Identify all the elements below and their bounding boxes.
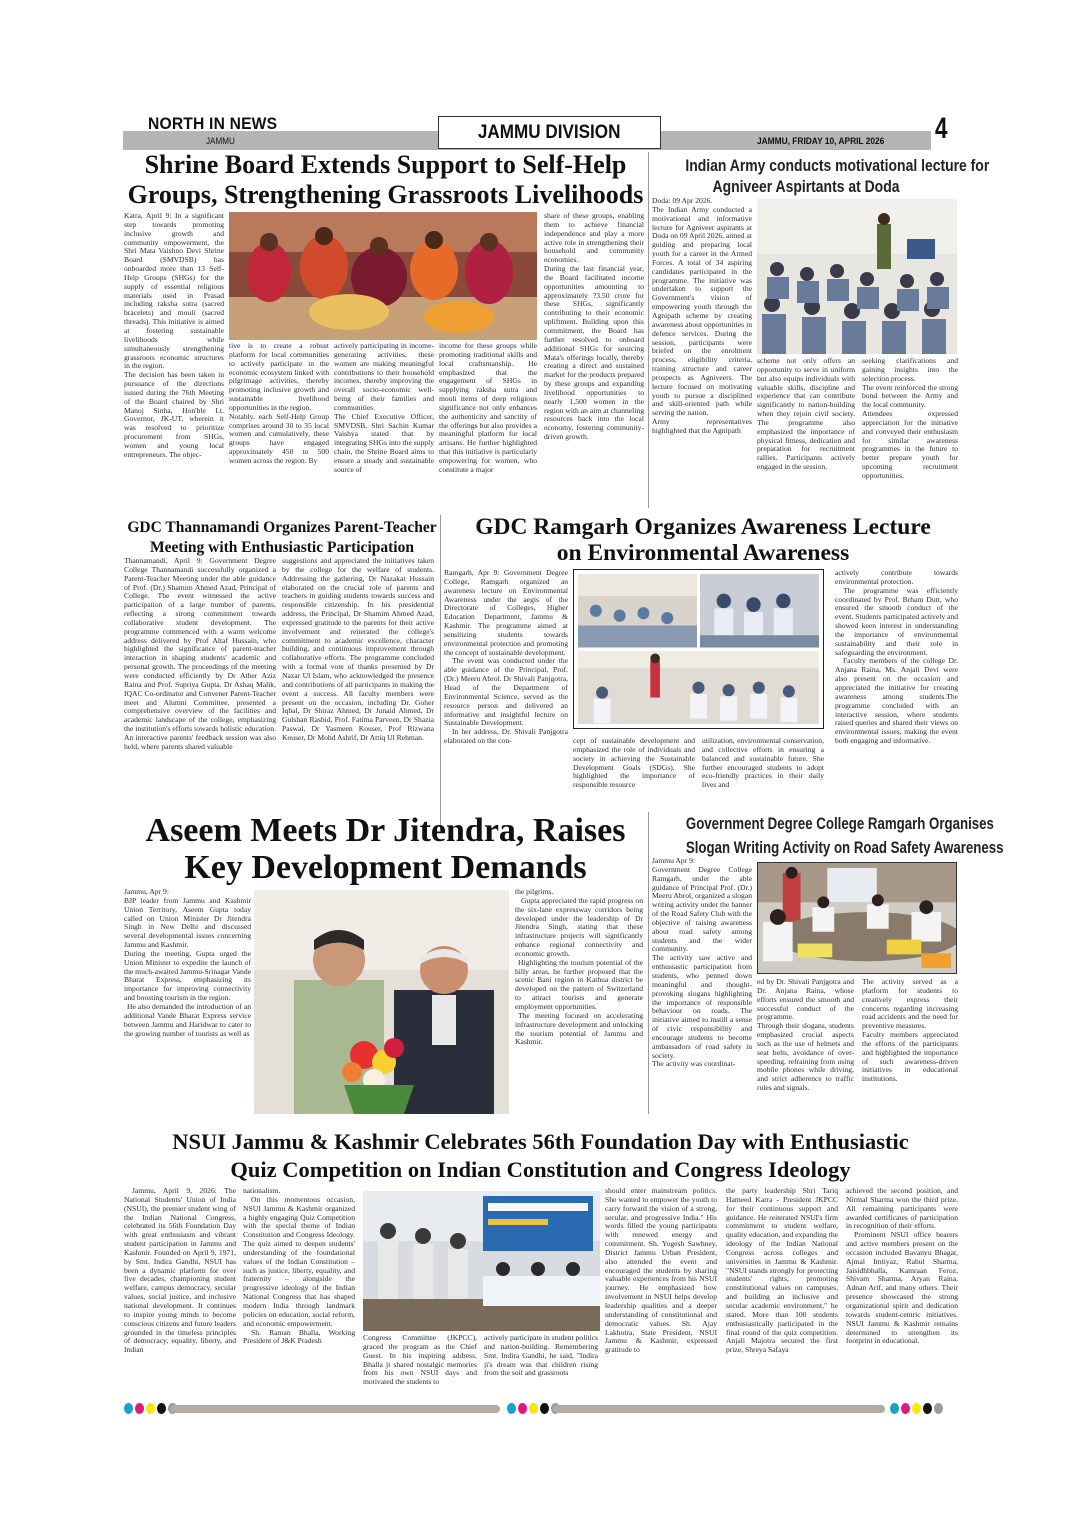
shrine-photo-shg-women xyxy=(229,212,537,340)
nsui-headline-line-2: Quiz Competition on Indian Constitution and Congress Ideology xyxy=(230,1157,851,1182)
ramgarh-env-photo-collage xyxy=(573,569,824,729)
paragraph: Thannamandi, April 9: Government Degree College Thannamandi successfully organized a Parent-Teacher Meeting under the able guidance of Prof. (Dr.) Shamim Ahmed Azad, Principal of College. The event witnessed the active participation of a large number of parents, reflecting a strong commitment towards collaborative student development. The programme commenced with a warm welcome address delivered by Prof Altaf Hussain, who highlighted the significance of parent-teacher interaction in shaping students' academic and personal growth. The proceedings of the meeting were conducted efficiently by Dr Ather Aziz Raina and Prof. Supriya Gupta. Dr Ashaq Malik, IQAC Co-ordinator and Convener Parent-Teacher meet and Alumni Committee, presented a comprehensive overview of the facilities and academic landscape of the college, emphasizing the institution's efforts towards holistic education. An interactive parents' feedback session was also held, where parents shared valuable xyxy=(124,557,276,751)
gray-dot xyxy=(934,1403,943,1414)
paragraph: Jammu Apr 9: xyxy=(652,857,696,865)
paragraph: BJP leader from Jammu and Kashmir Union Territory, Aseem Gupta today called on Union Minister Dr Jitendra Singh in New Delhi and discussed several developmental issues concerning Jammu and Kashmir. xyxy=(124,895,251,950)
column-divider xyxy=(648,152,649,508)
paragraph: utilization, environmental conservation, and collective efforts in ensuring a balanced and sustainable future. She further encouraged students to adopt eco-friendly practices in their daily lives and xyxy=(702,737,824,790)
ramgarh-env-photo-classroom xyxy=(578,651,819,725)
nsui-headline xyxy=(123,1128,958,1184)
army-col-3 xyxy=(862,357,958,507)
army-headline xyxy=(652,155,990,197)
paragraph: Faculty members appreciated the efforts of the participants and highlighted the importance of such awareness-driven initiatives in educational institutions. xyxy=(862,1030,958,1084)
slogan-photo-activity xyxy=(757,862,957,974)
slogan-headline-line-1: Government Degree College Ramgarh Organises xyxy=(685,814,994,833)
aseem-col-2 xyxy=(515,888,643,1114)
paragraph: The event reinforced the strong bond between the Army and the local community. xyxy=(862,382,958,410)
black-dot xyxy=(540,1403,549,1414)
black-dot xyxy=(157,1403,166,1414)
column-divider xyxy=(648,812,649,1114)
aseem-col-1 xyxy=(124,888,251,1114)
paragraph: the party leadership Shri Tariq Hameed Karra - President JKPCC for their continuous support and guidance. He reiterated NSUI's firm commitment to student welfare, quality education, and expanding the ideology of the Indian National Congress across colleges and universities in Jammu & Kashmir. "NSUI stands strongly for protecting students' rights, promoting constitutional values on campuses, and building an inclusive and secular academic environment," he stated. More than 100 students enthusiastically participated in the final round of the quiz competition. Anjali Majotra secured the first prize, Shreya Safaya xyxy=(726,1187,838,1355)
ramgarh-env-col-4 xyxy=(835,569,958,831)
paragraph: The activity was coordinat- xyxy=(652,1059,736,1069)
paragraph: the pilgrims. xyxy=(515,888,554,896)
paragraph: He also demanded the introduction of an additional Vande Bharat Express service between Jammu and Haridwar to cater to the growing number of tourists as well as xyxy=(124,1001,251,1038)
paragraph: The Chief Executive Officer, SMVDSB, Shri Sachin Kumar Vaishya stated that by integrating SHGs into the supply chain, the Shrine Board aims to ensure a steady and sustainable source of xyxy=(334,411,434,474)
paragraph: Katra, April 9: In a significant step towards promoting inclusive growth and community empowerment, the Shri Mata Vaishno Devi Shrine Board (SMVDSB) has onboarded more than 13 Self-Help Groups (SHGs) for the supply of essential religious materials used in Prasad including raksha sutra (sacred bracelets) and mouli (sacred threads). This initiative is aimed at fostering sustainable livelihoods while simultaneously strengthening grassroots economic structures in the region. xyxy=(124,212,224,371)
cyan-dot xyxy=(124,1403,133,1414)
magenta-dot xyxy=(518,1403,527,1414)
thannamandi-headline-line-2: Meeting with Enthusiastic Participation xyxy=(150,539,414,556)
nsui-col-6 xyxy=(726,1187,838,1392)
shrine-headline-line-2: Groups, Strengthening Grassroots Livelihoods xyxy=(127,180,644,209)
slogan-headline-line-2: Slogan Writing Activity on Road Safety Awareness xyxy=(685,838,1004,857)
magenta-dot xyxy=(135,1403,144,1414)
ramgarh-env-headline xyxy=(444,514,962,566)
ramgarh-env-headline-line-1: GDC Ramgarh Organizes Awareness Lecture xyxy=(475,514,931,540)
paragraph: Notably, each Self-Help Group comprises around 30 to 35 local women and cumulatively, these groups have engaged approximately 450 to 500 women across the region. By xyxy=(229,411,329,465)
paragraph: share of these groups, enabling them to achieve financial independence and play a more active role in strengthening their household and community economies. xyxy=(544,212,644,265)
shrine-headline xyxy=(123,150,648,210)
paragraph: actively participating in income-generating activities, these women are making meaningful contributions to their household incomes, thereby improving the overall socio-economic well-being of their families and communities. xyxy=(334,342,434,412)
cyan-dot xyxy=(890,1403,899,1414)
army-headline-line-1: Indian Army conducts motivational lecture for xyxy=(685,156,990,175)
paragraph: The Indian Army conducted a motivational and informative lecture for Agniveer aspirants at Doda on 09 April 2026, aimed at guiding and preparing local youth for a career in the Armed Forces. A total of 34 aspiring candidates participated in the programme. The initiative was undertaken to support the Government's vision of empowering youth through the Agnipath scheme by creating awareness about opportunities in defence services. During the session, participants were briefed on the enrolment process, eligibility criteria, training structure and career prospects as Agniveers. The lecture focused on motivating youth to pursue a disciplined and skill-oriented path while serving the nation. xyxy=(652,204,752,418)
thannamandi-col-1 xyxy=(124,557,276,817)
paragraph: scheme not only offers an opportunity to serve in uniform but also equips individuals with valuable skills, discipline and experience that can contribute significantly to nation-building when they rejoin civil society. The programme also emphasized the importance of physical fitness, dedication and preparation for recruitment rallies. Participants actively engaged in the session, xyxy=(757,357,855,472)
slogan-col-3 xyxy=(862,978,958,1113)
shrine-col-3 xyxy=(334,342,434,508)
paragraph: Prominent NSUI office bearers and active members present on the occasion included Bavanyu Bhagat, Ajmal Imtiyaz, Rahul Sharma, Jaisidhbhalla, Kamraan Feroz, Shivam Sharma, Aryan Raina, Adnan Arif, and many others. Their presence showcased the strong organizational spirit and dedication towards student-centric initiatives. NSUI Jammu & Kashmir remains determined to strengthen its footprint in educational. xyxy=(846,1230,958,1346)
army-photo-lecture xyxy=(757,199,957,354)
nsui-col-1 xyxy=(124,1187,236,1392)
paragraph: Army representatives highlighted that the Agnipath xyxy=(652,417,752,435)
paragraph: achieved the second position, and Nirmal Sharma won the third prize. All remaining participants were awarded certificates of participation in recognition of their efforts. xyxy=(846,1187,958,1231)
paragraph: The decision has been taken in pursuance of the directions issued during the 76th Meeting of the Board chaired by Shri Manoj Sinha, Hon'ble Lt. Governor, JK-UT, wherein it was resolved to prioritize procurement from SHGs, women and young local entrepreneurs. The objec- xyxy=(124,370,224,459)
paragraph: Gupta appreciated the rapid progress on the six-lane expressway corridors being developed under the leadership of Dr Jitendra Singh, stating that these infrastructure projects will significantly enhance regional connectivity and economic growth. xyxy=(515,895,643,958)
yellow-dot xyxy=(529,1403,538,1414)
issue-date: JAMMU, FRIDAY 10, APRIL 2026 xyxy=(757,136,885,147)
yellow-dot xyxy=(912,1403,921,1414)
yellow-dot xyxy=(146,1403,155,1414)
slogan-col-2 xyxy=(757,978,854,1113)
slogan-headline xyxy=(652,812,1004,860)
army-col-1 xyxy=(652,197,752,507)
registration-marks-right xyxy=(890,1403,943,1414)
paragraph: Through their slogans, students emphasized crucial aspects such as the use of helmets and seat belts, avoidance of over-speeding, refraining from using mobile phones while driving, and strict adherence to traffic rules and signals. xyxy=(757,1021,854,1093)
paragraph: The programme was efficiently coordinated by Prof. Brham Dutt, who ensured the smooth conduct of the event. Students participated actively and showed keen interest in understanding the importance of environmental sustainability and their role in safeguarding the environment. xyxy=(835,585,958,657)
paragraph: The meeting focused on accelerating infrastructure development and unlocking the tourism potential of Jammu and Kashmir. xyxy=(515,1010,643,1047)
black-dot xyxy=(923,1403,932,1414)
paragraph: actively contribute towards environmental protection. xyxy=(835,569,958,586)
paragraph: The event was conducted under the able guidance of the Principal, Prof. (Dr.) Meeru Abrol. Dr Shivali Panjgotra, Head of the Department of Environmental Science, served as the resource person and delivered an informative and insightful lecture on Sustainable Development. xyxy=(444,656,568,728)
aseem-headline-line-1: Aseem Meets Dr Jitendra, Raises xyxy=(145,812,626,849)
page-number: 4 xyxy=(935,112,948,145)
paragraph: The activity saw active and enthusiastic participation from students, who penned down meaningful and thought-provoking slogans highlighting the importance of responsible behaviour on roads. The initiative aimed to instill a sense of civic responsibility and encourage students to become ambassadors of road safety in society. xyxy=(652,953,752,1060)
footer-bar-left xyxy=(170,1405,500,1413)
paragraph: nationalism. xyxy=(243,1187,281,1195)
thannamandi-headline-line-1: GDC Thannamandi Organizes Parent-Teacher xyxy=(127,519,437,536)
thannamandi-col-2 xyxy=(282,557,434,817)
paragraph: During the meeting, Gupta urged the Union Minister to expedite the launch of the much-awaited Jammu-Srinagar Vande Bharat Express, emphasizing its importance for improving connectivity and boosting tourism in the region. xyxy=(124,948,251,1003)
paragraph: Highlighting the tourism potential of the hilly areas, he further proposed that the scenic Bani region in Kathua district be developed on the pattern of Switzerland to attract tourists and generate employment opportunities. xyxy=(515,957,643,1011)
slogan-col-1 xyxy=(652,857,752,1113)
ramgarh-env-photo-students xyxy=(700,574,819,648)
aseem-headline xyxy=(123,812,648,886)
paragraph: actively participate in student politics and nation-building. Remembering Smt. Indira Gandhi, he said, "Indira ji's dream was that children rising from the soil and grassroots xyxy=(484,1334,598,1378)
section-box xyxy=(438,116,661,149)
paragraph: Jammu, Apr 9: xyxy=(124,888,169,896)
paragraph: Doda: 09 Apr 2026. xyxy=(652,197,713,205)
newspaper-city: JAMMU xyxy=(206,136,235,146)
cyan-dot xyxy=(507,1403,516,1414)
paragraph: In her address, Dr. Shivali Panjgotra elaborated on the con- xyxy=(444,727,568,746)
shrine-col-4 xyxy=(439,342,537,508)
nsui-col-3 xyxy=(363,1334,477,1392)
nsui-col-2 xyxy=(243,1187,355,1392)
paragraph: Government Degree College Ramgarh, under the able guidance of Principal Prof. (Dr.) Meeru Abrol, organized a slogan writing activity under the banner of the Road Safety Club with the objective of raising awareness about road safety among students and the wider community. xyxy=(652,864,752,954)
ramgarh-env-headline-line-2: on Environmental Awareness xyxy=(556,540,850,566)
thannamandi-headline xyxy=(123,518,441,558)
shrine-col-2 xyxy=(229,342,329,508)
ramgarh-env-photo-lecture xyxy=(578,574,697,648)
paragraph: should enter mainstream politics. She wanted to empower the youth to carry forward the vision of a strong, secular, and progressive India." His words filled the young participants with renewed energy and commitment. Sh. Yogesh Sawhney, District Jammu Urban President, also attended the event and encouraged the students by sharing valuable experiences from his NSUI journey. He emphasized how involvement in NSUI helps develop leadership qualities and a deeper understanding of constitutional and democratic values. Sh. Ajay Lakhotra, State President, NSUI Jammu & Kashmir, expressed gratitude to xyxy=(605,1187,717,1355)
newspaper-name: NORTH IN NEWS xyxy=(148,114,278,133)
paragraph: Sh. Raman Bhalla, Working President of J&K Pradesh xyxy=(243,1327,355,1346)
army-col-2 xyxy=(757,357,855,507)
paragraph: ed by Dr. Shivali Panjgotra and Dr. Anjana Raina, whose efforts ensured the smooth and successful conduct of the programme. xyxy=(757,978,854,1022)
paragraph: Faculty members of the college Dr. Anjana Raina, Ms. Anjali Devi were also present on the occasion and appreciated the initiative for creating awareness among students.The programme concluded with an interactive session, where students raised queries and shared their views on environmental issues, making the event both engaging and informative. xyxy=(835,656,958,746)
magenta-dot xyxy=(901,1403,910,1414)
shrine-headline-line-1: Shrine Board Extends Support to Self-Help xyxy=(144,150,627,179)
paragraph: Jammu, April 9, 2026: The National Students' Union of India (NSUI), the premier student wing of the Indian National Congress, celebrated its 56th Foundation Day with great enthusiasm and vibrant student participation in Jammu and Kashmir. Founded on April 9, 1971, by Smt. Indira Gandhi, NSUI has been a dynamic platform for over five decades, championing student welfare, campus democracy, secular values, social justice, and inclusive national development. It continues to inspire young minds to become conscious citizens and future leaders grounded in the timeless principles of democracy, equality, liberty, and Indian xyxy=(124,1187,236,1355)
aseem-photo-meeting xyxy=(254,890,509,1114)
paragraph: cept of sustainable development and emphasized the role of individuals and society in achieving the Sustainable Development Goals (SDGs). She highlighted the importance of responsible resource xyxy=(573,737,695,790)
nsui-headline-line-1: NSUI Jammu & Kashmir Celebrates 56th Foundation Day with Enthusiastic xyxy=(172,1129,909,1154)
ramgarh-env-col-1 xyxy=(444,569,568,831)
paragraph: The activity served as a platform for students to creatively express their concerns regarding increasing road accidents and the need for preventive measures. xyxy=(862,978,958,1031)
aseem-headline-line-2: Key Development Demands xyxy=(184,849,587,886)
paragraph: Ramgarh, Apr 9: Government Degree College, Ramgarh organized an awareness lecture on Environmental Awareness under the aegis of the Directorate of Colleges, Higher Education Department, Jammu & Kashmir. The programme aimed at sensitizing students towards environmental protection and promoting the concept of sustainable development. xyxy=(444,569,568,657)
footer-bar-right xyxy=(553,1405,885,1413)
paragraph: During the last financial year, the Board facilitated income opportunities amounting to approximately ?3.50 crore for these SHGs, significantly contributing to their economic upliftment. Building upon this commitment, the Board has further resolved to onboard additional SHGs for sourcing Mata's offerings locally, thereby creating a direct and sustained market for the products prepared by these groups and expanding livelihood opportunities to nearly 1,500 women in the region with an aim at channeling resources back into the local economy, fostering community-driven growth. xyxy=(544,264,644,442)
paragraph: Attendees expressed appreciation for the initiative and conveyed their enthusiasm for similar awareness programmes in the future to better prepare youth for upcoming recruitment opportunities. xyxy=(862,409,958,480)
paragraph: Congress Committee (JKPCC), graced the program as the Chief Guest. In his inspiring address, Bhalla ji shared nostalgic memories from his own NSUI days and motivated the students to xyxy=(363,1334,477,1387)
paragraph: tive is to create a robust platform for local communities to actively participate in the economic ecosystem linked with pilgrimage activities, thereby promoting inclusive growth and sustainable livelihood opportunities in the region. xyxy=(229,342,329,412)
shrine-col-5 xyxy=(544,212,644,508)
nsui-photo-event xyxy=(363,1191,600,1331)
nsui-col-5 xyxy=(605,1187,717,1392)
paragraph: On this momentous occasion, NSUI Jammu & Kashmir organized a highly engaging Quiz Competition with the special theme of Indian Constitution and Congress Ideology. The quiz aimed to deepen students' understanding of the foundational values of the Indian Constitution – such as justice, liberty, equality, and fraternity – alongside the progressive ideology of the Indian National Congress that has shaped modern India through landmark policies on education, social reform, and economic empowerment. xyxy=(243,1194,355,1328)
army-headline-line-2: Agniveer Aspirtants at Doda xyxy=(712,177,900,196)
paragraph: seeking clarifications and gaining insights into the selection process. xyxy=(862,357,958,383)
nsui-col-7 xyxy=(846,1187,958,1392)
nsui-col-4 xyxy=(484,1334,598,1392)
section-title: JAMMU DIVISION xyxy=(478,121,621,143)
column-divider xyxy=(440,515,441,831)
paragraph: suggestions and appreciated the initiatives taken by the college for the welfare of students. Addressing the gathering, Dr Nazakat Hussain elaborated on the crucial role of parents and teachers in guiding students towards success and responsible citizenship. In his presidential address, the Principal, Dr Shamim Ahmed Azad, expressed gratitude to the parents for their active involvement and reiterated the college's commitment to academic excellence, character building, and continuous improvement through collaborative efforts. The programme concluded with a formal vote of thanks presented by Dr Nazar Ul Islam, who acknowledged the presence and contributions of all participants in making the event a success. All faculty members were present on the occasion, including Dr. Goher Iqbal, Dr Shiraz Ahmed, Dr Junaid Ahmed, Dr Gulshan Rashid, Prof. Fatima Parveen, Dr Shazia Paswal, Dr Yasmeen Kouser, Prof Rizwana Kouser, Dr Mohd Ashrif, Dr Attiq Ul Rehman. xyxy=(282,557,434,742)
paragraph: income for these groups while promoting traditional skills and local craftsmanship. He emphasized that the engagement of SHGs in supplying raksha sutra and mouli items of deep religious significance not only enhances the authenticity and sanctity of the offerings but also provides a meaningful platform for local artisans. He further highlighted that this initiative is particularly empowering for women, who constitute a major xyxy=(439,342,537,474)
shrine-col-1 xyxy=(124,212,224,508)
